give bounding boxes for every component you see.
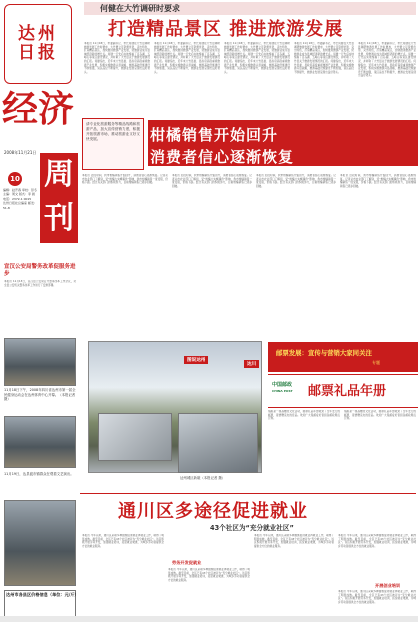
post-title: 邮票礼品年册 [308, 384, 387, 399]
newspaper-logo [4, 4, 72, 84]
top-story-col-5: 本报讯 11月18日，市委副书记、市长何健在大竹县调研旅游发展工作时要求，大竹要立足资源优势，突出特色，打造精品景区，加快推进旅游产业发展，使旅游业成为县域经济新的增长点。何健一行先后实地察看了百岛湖、五峰山等景区建设情况，并听取了大竹县关于旅游发展情况的汇报。何健指出，近年来大竹县委、县政府高度重视旅游产业发展，积极实施旅游兴县战略，旅游基础设施建设不断加强，景区品位不断提升，旅游业发展呈现出良好势头。 [358, 42, 416, 78]
right-banner [268, 342, 418, 372]
weekly-char: 刊 [44, 201, 74, 236]
performance-photo [4, 416, 76, 468]
bridge-photo [98, 413, 172, 461]
weekly-char-top: 周 [44, 157, 74, 192]
photo-tag-1: 图说达州 [184, 356, 208, 364]
left-headline: 宣汉公安局警务改革促服务进步 [4, 264, 76, 277]
supplement-title: 经济 [2, 88, 75, 130]
left-photo-caption-1: 11月18日下午，2008年四川省达州市第一届全民健身运动会在达州体育中心开幕。（本报记者 摄） [4, 388, 76, 402]
feature-col-1: 本报讯 近段时间，我市柑橘销售开始回升，消费者信心逐渐恢复。记者从市农业部门了解到，受“柑橘大实蝇事件”影响，我市柑橘销售一度受阻，价格下跌。经过有关部门的积极努力，目前柑橘销售已逐步回暖。 [82, 174, 168, 185]
left-photo-caption-2: 11月19日，达县渡市镇群众在观看文艺演出。 [4, 472, 74, 476]
crowd-photo [4, 500, 76, 586]
masthead-info [3, 188, 39, 236]
top-story-col-4: 本报讯 11月18日，市委副书记、市长何健在大竹县调研旅游发展工作时要求，大竹要立足资源优势，突出特色，打造精品景区，加快推进旅游产业发展，使旅游业成为县域经济新的增长点。何健一行先后实地察看了百岛湖、五峰山等景区建设情况，并听取了大竹县关于旅游发展情况的汇报。何健指出，近年来大竹县委、县政府高度重视旅游产业发展，积极实施旅游兴县战略，旅游基础设施建设不断加强，景区品位不断提升，旅游业发展呈现出良好势头。 [294, 42, 354, 74]
sports-photo [4, 338, 76, 386]
lower-subtitle-2: 开展创业培训 [375, 583, 401, 588]
lower-col-2: 本报讯 今年以来，通川区采取多种措施促进就业再就业工作，取得了明显成效。截至目前，全区已有43个社区被评为“充分就业社区”。该区积极开展劳务开发，加强就业培训，拓宽就业渠道，为城乡劳动者提供全方位的就业服务。 [168, 568, 250, 582]
street-photo [178, 413, 258, 473]
page-number-badge: 10 [8, 172, 22, 186]
logo-line-2: 日报 [18, 43, 58, 63]
weekly-block [40, 153, 78, 243]
top-kicker: 何健在大竹调研时要求 [100, 4, 180, 13]
lower-col-5: 本报讯 今年以来，通川区采取多种措施促进就业再就业工作，取得了明显成效。截至目前，全区已有43个社区被评为“充分就业社区”。该区积极开展劳务开发，加强就业培训，拓宽就业渠道，为城乡劳动者提供全方位的就业服务。 [338, 590, 416, 604]
phone-info: 电话：2372-1 0015 [3, 196, 32, 201]
photo-tag-2: 达川 [244, 360, 259, 368]
lower-headline: 通川区多途径促进就业 [118, 501, 308, 522]
price-table-title: 达州市各县区价格信息（单位：元/斤） [6, 592, 79, 597]
post-body-col-1: 集邮是一项高雅的文化活动，邮票礼品年册收录了全年发行的邮票，是馈赠亲友的佳品。欢迎广大集邮爱好者到各邮政网点订购。 [268, 410, 340, 421]
center-photo-caption: 达州城区新貌（本报记者 摄） [180, 476, 226, 480]
feature-col-2: 本报讯 近段时间，我市柑橘销售开始回升，消费者信心逐渐恢复。记者从市农业部门了解到，受“柑橘大实蝇事件”影响，我市柑橘销售一度受阻，价格下跌。经过有关部门的积极努力，目前柑橘销售已逐步回暖。 [172, 174, 252, 188]
divider-rule [80, 493, 416, 494]
lower-col-1: 本报讯 今年以来，通川区采取多种措施促进就业再就业工作，取得了明显成效。截至目前，全区已有43个社区被评为“充分就业社区”。该区积极开展劳务开发，加强就业培训，拓宽就业渠道，为城乡劳动者提供全方位的就业服务。 [82, 534, 164, 548]
lower-col-4: 本报讯 今年以来，通川区采取多种措施促进就业再就业工作，取得了明显成效。截至目前，全区已有43个社区被评为“充分就业社区”。该区积极开展劳务开发，加强就业培训，拓宽就业渠道，为城乡劳动者提供全方位的就业服务。 [338, 534, 416, 548]
top-story-col-2: 本报讯 11月18日，市委副书记、市长何健在大竹县调研旅游发展工作时要求，大竹要立足资源优势，突出特色，打造精品景区，加快推进旅游产业发展，使旅游业成为县域经济新的增长点。何健一行先后实地察看了百岛湖、五峰山等景区建设情况，并听取了大竹县关于旅游发展情况的汇报。何健指出，近年来大竹县委、县政府高度重视旅游产业发展，积极实施旅游兴县战略，旅游基础设施建设不断加强，景区品位不断提升，旅游业发展呈现出良好势头。 [154, 42, 220, 74]
top-story-col-1: 本报讯 11月18日，市委副书记、市长何健在大竹县调研旅游发展工作时要求，大竹要立足资源优势，突出特色，打造精品景区，加快推进旅游产业发展，使旅游业成为县域经济新的增长点。何健一行先后实地察看了百岛湖、五峰山等景区建设情况，并听取了大竹县关于旅游发展情况的汇报。何健指出，近年来大竹县委、县政府高度重视旅游产业发展，积极实施旅游兴县战略，旅游基础设施建设不断加强，景区品位不断提升，旅游业发展呈现出良好势头。 [84, 42, 150, 74]
right-banner-sub: 专题 [372, 360, 380, 365]
page-footer [0, 616, 418, 622]
issue-date: 2008年11月21日 [4, 150, 37, 155]
feature-col-3: 本报讯 近段时间，我市柑橘销售开始回升，消费者信心逐渐恢复。记者从市农业部门了解到，受“柑橘大实蝇事件”影响，我市柑橘销售一度受阻，价格下跌。经过有关部门的积极努力，目前柑橘销售已逐步回暖。 [256, 174, 336, 188]
lower-subhead: 43个社区为“充分就业社区” [210, 524, 294, 532]
right-banner-title: 邮票发展：宣传与营销大家同关注 [276, 349, 372, 357]
china-post-logo [272, 382, 306, 400]
feature-col-4: 本报讯 近段时间，我市柑橘销售开始回升，消费者信心逐渐恢复。记者从市农业部门了解到，受“柑橘大实蝇事件”影响，我市柑橘销售一度受阻，价格下跌。经过有关部门的积极努力，目前柑橘销售已逐步回暖。 [340, 174, 416, 188]
lower-subtitle-1: 劳务开发促就业 [172, 560, 202, 565]
top-headline: 打造精品景区 推进旅游发展 [108, 19, 344, 40]
lower-col-3: 本报讯 今年以来，通川区采取多种措施促进就业再就业工作，取得了明显成效。截至目前，全区已有43个社区被评为“充分就业社区”。该区积极开展劳务开发，加强就业培训，拓宽就业渠道，为城乡劳动者提供全方位的就业服务。 [254, 534, 334, 548]
promo-box: 请专业化旅游服务等精品线路和旅游产品，加大宣传营销力度，积极开拓旅游市场，推动旅游业又好又快发展。 [82, 118, 144, 170]
top-story-col-3: 本报讯 11月18日，市委副书记、市长何健在大竹县调研旅游发展工作时要求，大竹要立足资源优势，突出特色，打造精品景区，加快推进旅游产业发展，使旅游业成为县域经济新的增长点。何健一行先后实地察看了百岛湖、五峰山等景区建设情况，并听取了大竹县关于旅游发展情况的汇报。何健指出，近年来大竹县委、县政府高度重视旅游产业发展，积极实施旅游兴县战略，旅游基础设施建设不断加强，景区品位不断提升，旅游业发展呈现出良好势头。 [224, 42, 290, 74]
left-body: 本报讯 11月13日，宣汉县公安局召开警务改革工作会议，对全县公安机关警务改革工作进行了安排部署。 [4, 280, 76, 287]
logo-line-1: 达州 [18, 24, 58, 44]
china-post-logo-cn: 中国邮政 [272, 382, 293, 388]
address-info: 达州日报社总编室 邮发：51-8 [3, 201, 37, 210]
post-body-col-2: 集邮是一项高雅的文化活动，邮票礼品年册收录了全年发行的邮票，是馈赠亲友的佳品。欢迎广大集邮爱好者到各邮政网点订购。 [344, 410, 416, 421]
feature-headline-2: 消费者信心逐渐恢复 [150, 148, 295, 166]
china-post-logo-en: CHINA POST [272, 389, 293, 393]
editor-info: 编辑：赵开春 审校：彭冬 主编：周文 版式：李 晨 [3, 188, 37, 197]
feature-headline-1: 柑橘销售开始回升 [150, 126, 279, 144]
